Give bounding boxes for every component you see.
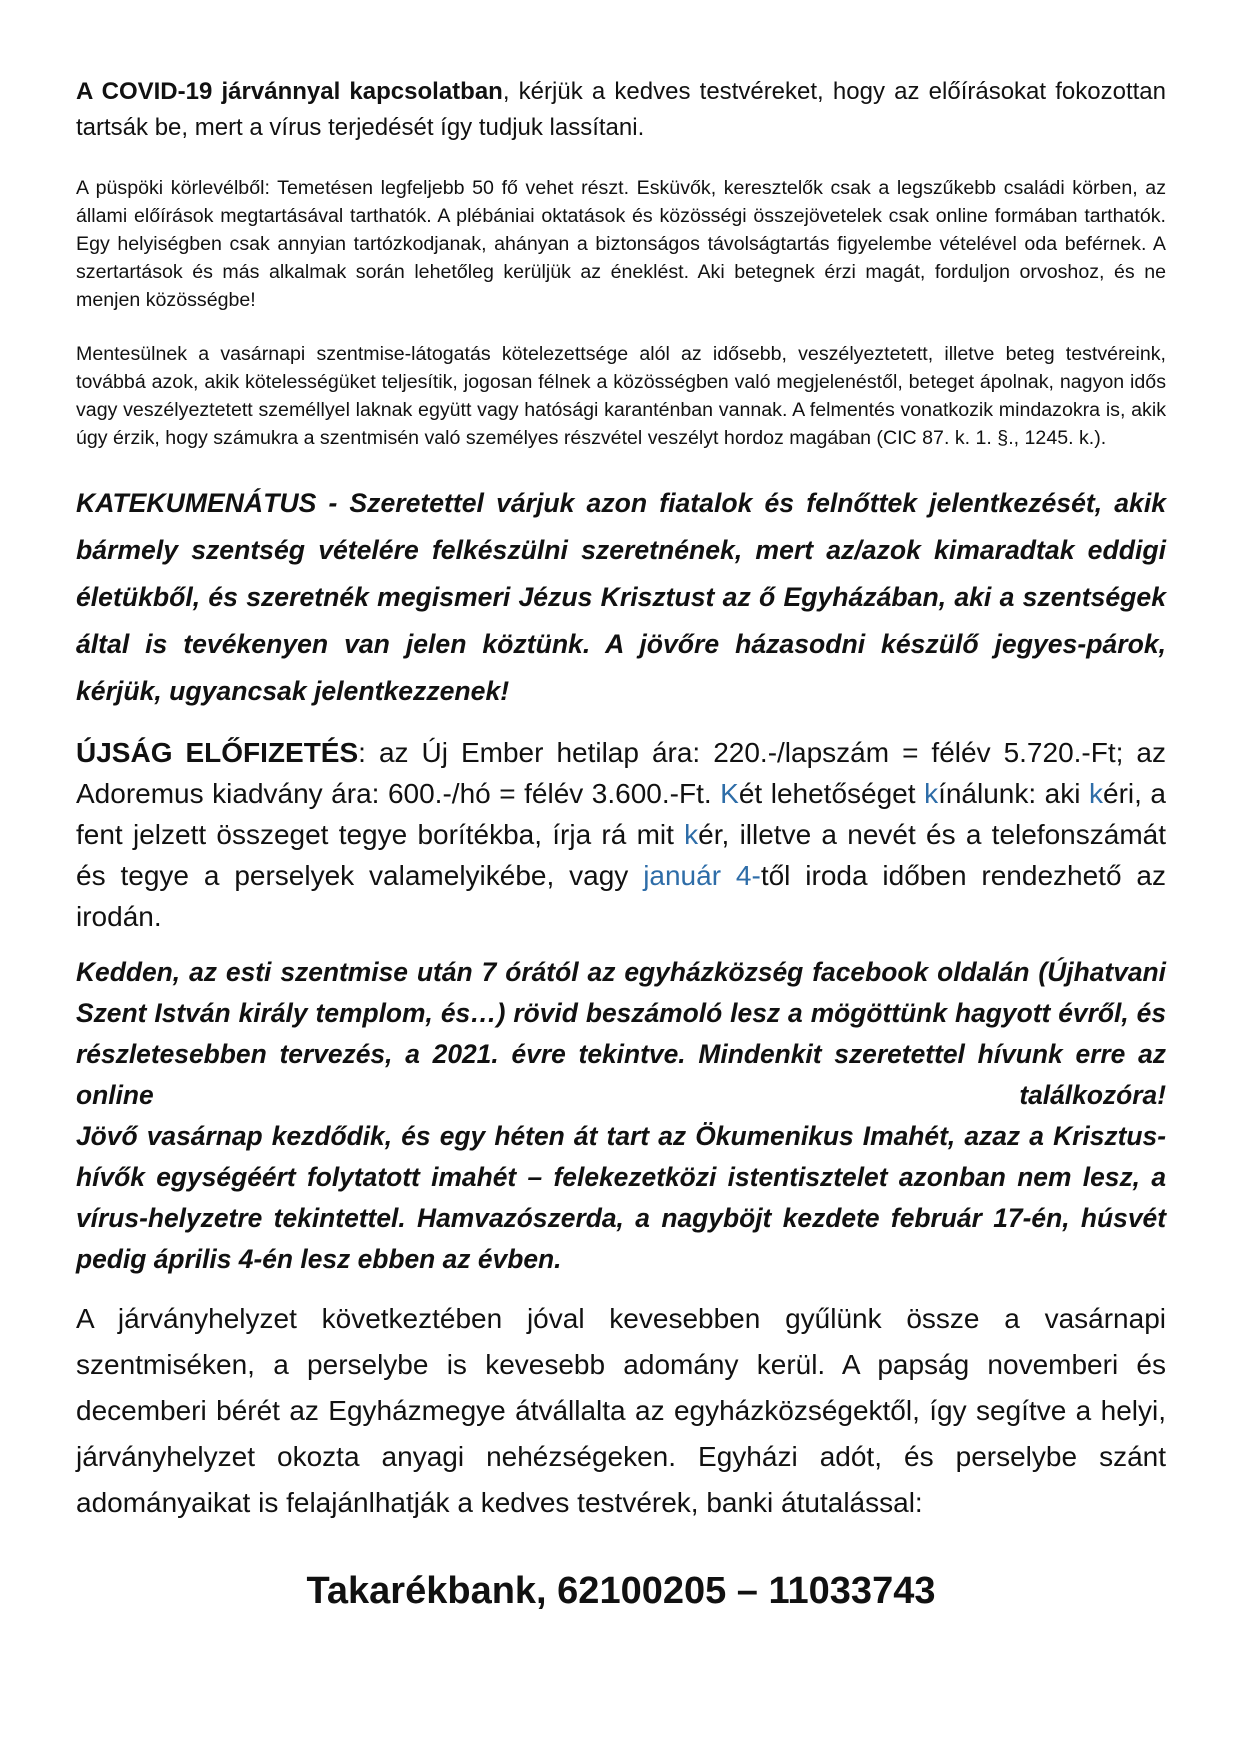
catechumenate-paragraph: KATEKUMENÁTUS - Szeretettel várjuk azon fiatalok és felnőttek jelentkezését, akik bármely szentség vételére felkészülni szeretnének, mert az/azok kimaradtak eddigi életükből, és szeretnék megismeri Jézus Krisztust az ő Egyházában, aki a szentségek által is tevékenyen van jelen köztünk. A jövőre házasodni készülő jegyes-párok, kérjük, ugyancsak jelentkezzenek! [76,488,1166,706]
pastoral-letter-paragraph: A püspöki körlevélből: Temetésen legfeljebb 50 fő vehet részt. Esküvők, keresztelők csak a legszűkebb családi körben, az állami előírások megtartásával tarthatók. A plébániai oktatások és közösségi összejövetelek csak online formában tarthatók. Egy helyiségben csak annyian tartózkodjanak, ahányan a biztonságos távolságtartás figyelembe vételével oda beférnek. A szertartások és más alkalmak során lehetőleg kerüljük az éneklést. Aki betegnek érzi magát, forduljon orvoshoz, és ne menjen közösségbe! [76,177,1166,311]
covid-intro-heading: A COVID-19 járvánnyal kapcsolatban [76,78,503,105]
exemption-paragraph: Mentesülnek a vasárnapi szentmise-látogatás kötelezettsége alól az idősebb, veszélyeztetett, illetve beteg testvéreink, továbbá azok, akik kötelességüket teljesítik, jogosan félnek a közösségben való megjelenéstől, beteget ápolnak, nagyon idős vagy veszélyeztetett személlyel laknak együtt vagy hatósági karanténban vannak. A felmentés vonatkozik mindazokra is, akik úgy érzik, hogy számukra a szentmisén való személyes részvétel veszélyt hordoz magában (CIC 87. k. 1. §., 1245. k.). [76,343,1166,449]
subscription-heading: ÚJSÁG ELŐFIZETÉS [76,737,359,768]
prayer-week-paragraph: Jövő vasárnap kezdődik, és egy héten át tart az Ökumenikus Imahét, azaz a Krisztus-hívők egységéért folytatott imahét – felekezetközi istentisztelet azonban nem lesz, a vírus-helyzetre tekintettel. Hamvazószerda, a nagyböjt kezdete február 17-én, húsvét pedig április 4-én lesz ebben az évben. [76,1121,1166,1274]
tuesday-meeting-paragraph: Kedden, az esti szentmise után 7 órától az egyházközség facebook oldalán (Újhatvani Szent István király templom, és…) rövid beszámoló lesz a mögöttünk hagyott évről, és részletesebben tervezés, a 2021. évre tekintve. Mindenkit szeretettel hívunk erre az online találkozóra! [76,957,1166,1110]
subscription-blue-letter: K [720,778,739,809]
subscription-blue-letter: k [1089,778,1103,809]
subscription-text-2: ét lehetőséget [738,778,925,809]
subscription-blue-letter: k [684,819,699,850]
covid-intro-text: , kérjük a kedves testvéreket, hogy az előírásokat fokozottan tartsák be, mert a vírus terjedését így tudjuk lassítani. [76,78,1166,141]
subscription-paragraph [76,732,1166,937]
donation-paragraph: A járványhelyzet következtében jóval kevesebben gyűlünk össze a vasárnapi szentmiséken, a perselybe is kevesebb adomány kerül. A papság novemberi és decemberi bérét az Egyházmegye átvállalta az egyházközségektől, így segítve a helyi, járványhelyzet okozta anyagi nehézségeken. Egyházi adót, és perselybe szánt adományaikat is felajánlhatják a kedves testvérek, banki átutalással: [76,1303,1166,1518]
subscription-text-1: : az Új Ember hetilap ára: 220.-/lapszám = félév 5.720.-Ft; az Adoremus kiadvány ára: 600.-/hó = félév 3.600.-Ft. [76,737,1166,809]
subscription-text-6: től iroda időben rendezhető az irodán. [76,860,1166,932]
subscription-text-4: éri, a fent jelzett összeget tegye borítékba, írja rá mit [76,778,1167,850]
subscription-blue-letter: k [924,778,939,809]
subscription-text-5: ér, illetve a nevét és a telefonszámát és tegye a perselyek valamelyikébe, vagy [76,819,1166,891]
notice-page [76,74,1166,1616]
covid-intro [76,74,1166,146]
bank-account: Takarékbank, 62100205 – 11033743 [306,1570,936,1612]
subscription-text-3: ínálunk: aki [938,778,1089,809]
subscription-date: január 4- [643,860,761,891]
